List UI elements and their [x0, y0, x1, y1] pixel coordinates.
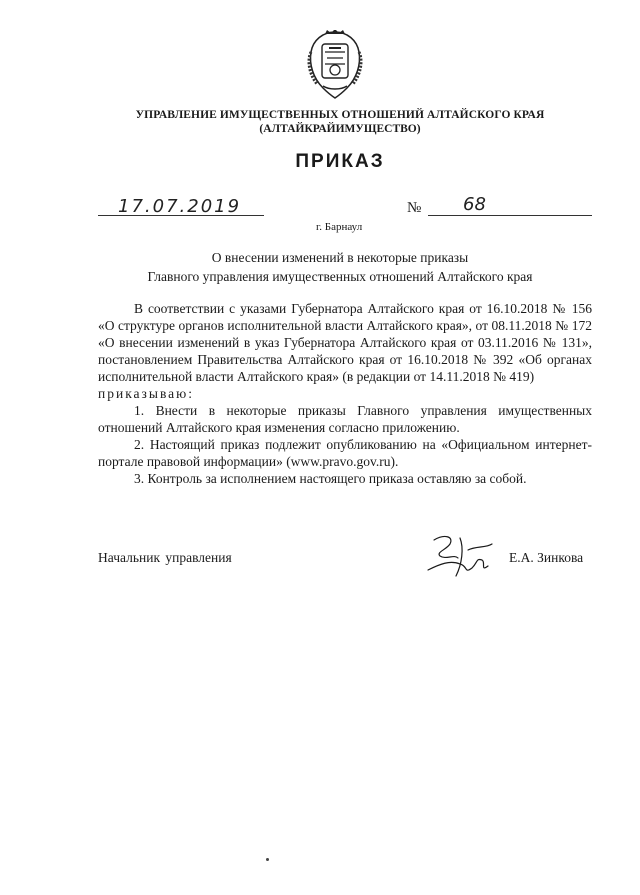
- document-city: г. Барнаул: [316, 221, 363, 233]
- order-item-1: 1. Внести в некоторые приказы Главного управления имущественных отношений Алтайского края изменения согласно приложению.: [98, 403, 592, 435]
- document-date: 17.07.2019: [118, 196, 242, 217]
- scan-speck: [266, 858, 269, 861]
- altai-krai-emblem-icon: [303, 30, 367, 100]
- organization-name: УПРАВЛЕНИЕ ИМУЩЕСТВЕННЫХ ОТНОШЕНИЙ АЛТАЙСКОГО КРАЯ: [135, 109, 545, 121]
- signer-name: Е.А. Зинкова: [509, 550, 584, 565]
- subject-line-1: О внесении изменений в некоторые приказы: [211, 250, 469, 265]
- number-label: №: [407, 200, 422, 216]
- order-item-3: 3. Контроль за исполнением настоящего приказа оставляю за собой.: [134, 471, 527, 486]
- signer-title: Начальник управления: [98, 550, 232, 565]
- document-body: [98, 300, 592, 487]
- subject-line-2: Главного управления имущественных отношений Алтайского края: [147, 269, 533, 284]
- document-subject: [80, 248, 600, 286]
- order-item-2: 2. Настоящий приказ подлежит опубликованию на «Официальном интернет-портале правовой информации» (www.pravo.gov.ru).: [98, 437, 592, 469]
- number-underline: [428, 215, 592, 216]
- preamble-paragraph: В соответствии с указами Губернатора Алтайского края от 16.10.2018 № 156 «О структуре органов исполнительной власти Алтайского края», от 08.11.2018 № 172 «О внесении изменений в указ Губернатора Алтайского края от 03.11.2016 № 131», постановлением Правительства Алтайского края от 16.10.2018 № 392 «Об органах исполнительной власти Алтайского края» (в редакции от 14.11.2018 № 419): [98, 301, 592, 384]
- document-type: ПРИКАЗ: [295, 151, 385, 172]
- handwritten-signature: [420, 530, 498, 582]
- order-word: приказываю:: [98, 386, 194, 401]
- organization-short-name: (АЛТАЙКРАЙИМУЩЕСТВО): [259, 123, 421, 135]
- document-number: 68: [463, 194, 486, 215]
